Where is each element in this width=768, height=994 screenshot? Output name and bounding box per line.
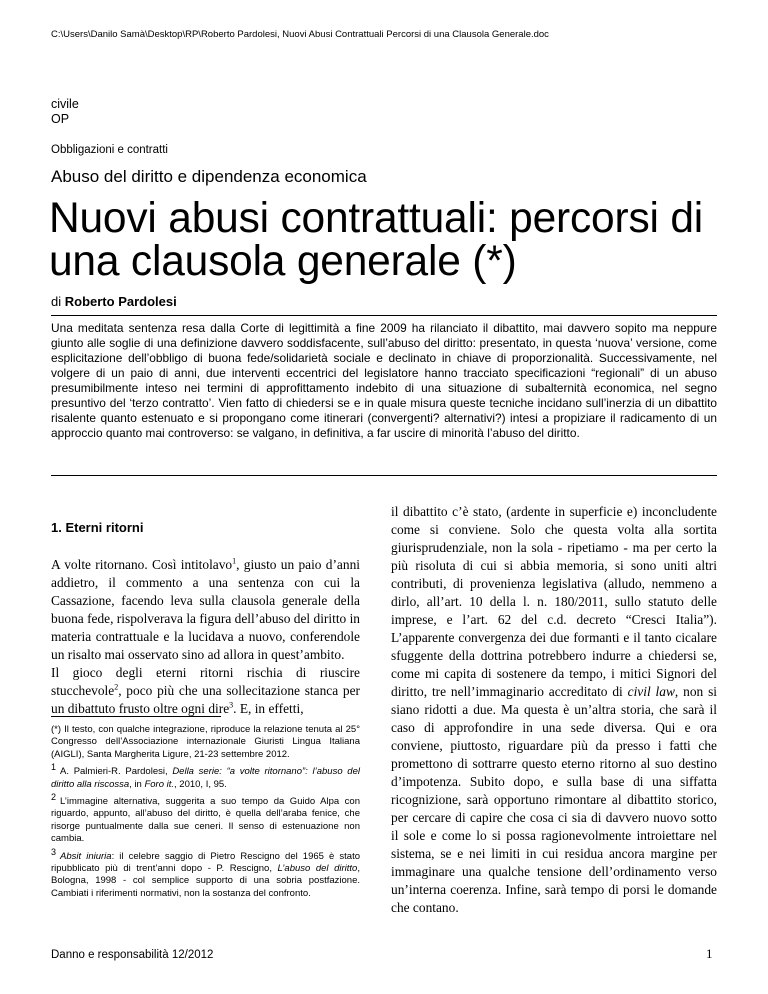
abstract-top-rule bbox=[51, 315, 717, 316]
footnote-number: 2 bbox=[51, 791, 57, 802]
footnote-number: 1 bbox=[51, 762, 57, 773]
body-paragraph bbox=[51, 664, 360, 718]
body-text: , poco più che una sollecitazione stanca per un dibattuto frusto oltre ogni dire bbox=[51, 683, 360, 716]
footnote-text: , in bbox=[129, 778, 145, 790]
footnote-text: , 2010, I, 95. bbox=[174, 778, 227, 790]
rubric-label: Obbligazioni e contratti bbox=[51, 144, 168, 156]
body-text: , non si siano ridotti a due. Ma questa è un’altra storia, che sarà il caso di approfondire in una sede diversa. Qui e ora conviene, piuttosto, riguardare più da presso i fatti che promettono di sottrarre questo eterno ritorno al suo destino d’impotenza. Subito dopo, e sulla base di una siffatta ricognizione, sarà opportuno rimontare al dibattito storico, per cercare di capire che cosa ci sia di davvero nuovo sotto il sole e come lo si possa ragionevolmente introiettare nel sistema, se e nei limiti in cui residua ancora margine per immaginare una qualche tensione dell’ordinamento verso un’interna coerenza. Infine, sarà tempo di porsi le domande che contano. bbox=[391, 684, 718, 915]
body-text: , giusto un paio d’anni addietro, il commento a una sentenza con cui la Cassazione, facendo leva sulla clausola generale della buona fede, rispolverava la figura dell’abuso del diritto in materia contrattuale e la lucidava a nuovo, conferendole un risalto mai osservato sino ad allora in quest’ambito. bbox=[51, 557, 360, 662]
footnote-3 bbox=[51, 846, 360, 901]
footnote-2 bbox=[51, 791, 360, 846]
footnotes bbox=[51, 724, 360, 905]
footnote-text: L’immagine alternativa, suggerita a suo tempo da Guido Alpa con riguardo, appunto, all’abuso del diritto, è quella dell’araba fenice, che risorge puntualmente dalla sue ceneri. Il senso di estenuazione non cambia. bbox=[51, 796, 360, 845]
footnote-ref: 1 bbox=[232, 556, 237, 566]
byline bbox=[51, 294, 177, 309]
journal-footer: Danno e responsabilità 12/2012 bbox=[51, 949, 214, 961]
abstract-bottom-rule bbox=[51, 475, 717, 476]
footnote-star: (*) Il testo, con qualche integrazione, riproduce la relazione tenuta al 25° Congresso dell’Associazione internazionale Giuristi Lingua Italiana (AIGLI), Santa Margherita Ligure, 21-23 settembre 2012. bbox=[51, 724, 360, 760]
footnote-separator bbox=[51, 716, 221, 717]
footnote-ref: 3 bbox=[229, 700, 234, 710]
byline-prefix: di bbox=[51, 294, 62, 309]
footnote-italic: L’abuso del diritto bbox=[277, 863, 358, 875]
category-label: civile bbox=[51, 97, 79, 111]
footnote-text: : il celebre saggio di Pietro Rescigno del 1965 è stato ripubblicato più di trent’anni dopo - P. Rescigno, bbox=[51, 850, 360, 875]
author-name: Roberto Pardolesi bbox=[64, 294, 177, 309]
body-text: A volte ritornano. Così intitolavo bbox=[51, 557, 233, 572]
category-code: OP bbox=[51, 112, 70, 126]
footnote-ref: 2 bbox=[114, 682, 119, 692]
section-title: Abuso del diritto e dipendenza economica bbox=[51, 167, 367, 186]
footnote-text: , Bologna, 1998 - col semplice supporto di una sobria postfazione. Cambiati i riferimenti normativi, non la sostanza del confronto. bbox=[51, 863, 360, 899]
document-file-path: C:\Users\Danilo Samà\Desktop\RP\Roberto Pardolesi, Nuovi Abusi Contrattuali Percorsi di una Clausola Generale.doc bbox=[51, 29, 549, 40]
footnote-number: 3 bbox=[51, 846, 57, 857]
body-text: il dibattito c’è stato, (ardente in superficie e) inconcludente come si conviene. Solo che questa volta alla sortita giurisprudenziale, non la sola - ripetiamo - ma per certo la più risoluta di cui si abbia memoria, si sono uniti altri contributi, di provenienza legislativa (alludo, nemmeno a dirlo, all’art. 10 della l. n. 180/2011, sullo statuto delle imprese, e l’art. 62 del c.d. decreto “Cresci Italia”). L’apparente convergenza dei due formanti e il tanto cicalare sfuggente della dottrina potrebbero indurre a chiedersi se, come mi capita di sostenere da tempo, i mitici Signori del diritto, tre nell’immaginario accreditato di bbox=[391, 504, 717, 699]
footnote-italic: Della serie: “a volte ritornano”: l’abuso del diritto alla riscossa bbox=[51, 766, 360, 790]
body-text: Il gioco degli eterni ritorni rischia di riuscire stucchevole bbox=[51, 665, 360, 698]
footnote-1 bbox=[51, 762, 360, 791]
footnote-italic: Foro it. bbox=[144, 778, 175, 790]
page-number: 1 bbox=[706, 946, 713, 961]
body-italic: civil law bbox=[627, 684, 675, 699]
body-paragraph bbox=[391, 503, 717, 917]
body-paragraph bbox=[51, 556, 360, 664]
section-heading: 1. Eterni ritorni bbox=[51, 520, 144, 535]
footnote-italic: Absit iniuria bbox=[60, 850, 112, 862]
body-text: . E, in effetti, bbox=[233, 701, 304, 716]
body-column-right bbox=[391, 503, 717, 917]
body-column-left bbox=[51, 556, 360, 718]
article-title: Nuovi abusi contrattuali: percorsi di una clausola generale (*) bbox=[49, 195, 704, 285]
footnote-text: A. Palmieri-R. Pardolesi, bbox=[60, 766, 173, 778]
abstract: Una meditata sentenza resa dalla Corte di legittimità a fine 2009 ha rilanciato il dibattito, mai davvero sopito ma neppure giunto alle soglie di una definizione davvero soddisfacente, sull’abuso del diritto: presentato, in questa ‘nuova’ versione, come esplicitazione dell’obbligo di buona fede/solidarietà sociale e declinato in chiave di proporzionalità. Successivamente, nel volgere di un paio di anni, due interventi eccentrici del legislatore hanno tracciato specificazioni “regionali” di un abuso presumibilmente inteso nei termini di approfittamento indebito di una situazione di subalternità economica, nel segno presuntivo del ‘terzo contratto’. Vien fatto di chiedersi se e in quale misura queste tecniche incidano sull’inerzia di un dibattito risalente quanto estenuato e si propongano come itinerari (convergenti? alternativi?) intesi a propiziare il radicamento di un approccio quanto mai controverso: se valgano, in definitiva, a far uscire di minorità l’abuso del diritto. bbox=[51, 321, 717, 440]
